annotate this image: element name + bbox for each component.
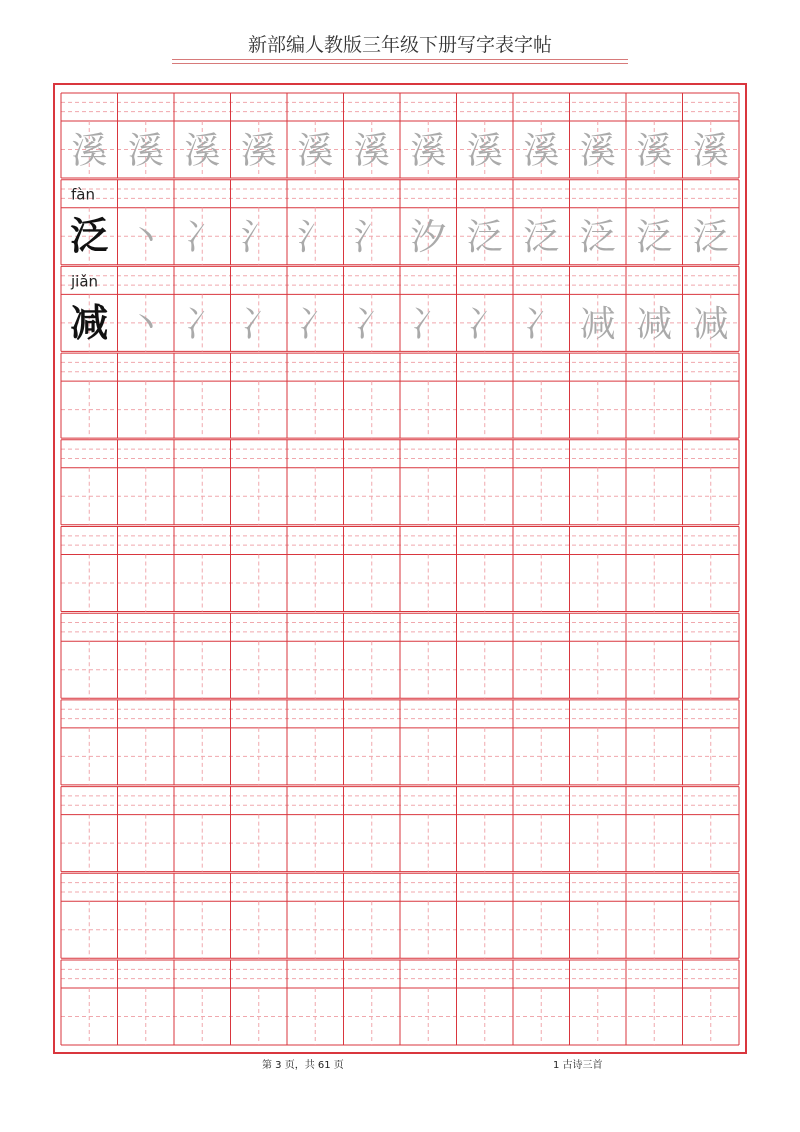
trace-character: 丶 [127,217,164,259]
trace-character: 冫 [523,303,560,345]
trace-character: 泛 [466,217,503,259]
practice-sheet [53,83,747,1054]
page-title: 新部编人教版三年级下册写字表字帖 [247,34,552,56]
trace-character: 溪 [636,130,673,172]
section-label: 1 古诗三首 [553,1060,603,1071]
trace-character: 冫 [297,303,334,345]
trace-character: 减 [692,303,729,345]
trace-character: 溪 [297,130,334,172]
trace-character: 溪 [692,130,729,172]
trace-character: 泛 [523,217,560,259]
trace-character: 冫 [410,303,447,345]
title-underline-top [172,59,628,60]
trace-character: 汐 [410,217,447,259]
model-character: 泛 [70,213,109,259]
trace-character: 减 [636,303,673,345]
title-underline-bottom [172,63,628,64]
pinyin-label: fàn [71,185,95,204]
trace-character: 溪 [523,130,560,172]
trace-character: 冫 [353,303,390,345]
trace-character: 冫 [240,303,277,345]
trace-character: 泛 [579,217,616,259]
trace-character: 减 [579,303,616,345]
trace-character: 冫 [466,303,503,345]
trace-character: 溪 [71,130,108,172]
trace-character: 溪 [466,130,503,172]
page-number: 第 3 页，共 61 页 [262,1060,344,1071]
trace-character: 溪 [127,130,164,172]
trace-character: 氵 [353,217,390,259]
trace-character: 丶 [127,303,164,345]
trace-character: 氵 [240,217,277,259]
trace-character: 溪 [240,130,277,172]
model-character: 减 [70,299,109,345]
writing-grid [55,85,745,1052]
trace-character: 泛 [692,217,729,259]
trace-character: 溪 [410,130,447,172]
trace-character: 冫 [184,217,221,259]
trace-character: 泛 [636,217,673,259]
pinyin-label: jiǎn [71,272,99,291]
trace-character: 冫 [184,303,221,345]
trace-character: 氵 [297,217,334,259]
trace-character: 溪 [353,130,390,172]
trace-character: 溪 [579,130,616,172]
trace-character: 溪 [184,130,221,172]
